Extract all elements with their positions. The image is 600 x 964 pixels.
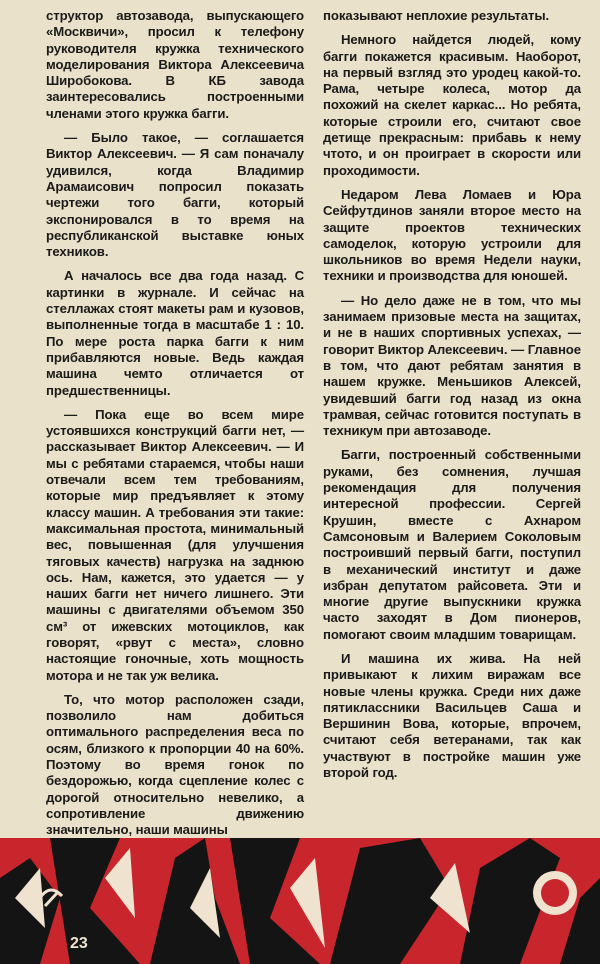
paragraph: показывают неплохие результаты. (323, 8, 550, 23)
paragraph: структор автозавода, выпускающего «Москвичи», просил к телефону руководителя кружка технического моделирования Виктора Алексеевича Широбокова. В КБ завода заинтересовались построенными членами этого кружка багги. (46, 8, 304, 121)
paragraph: Немного найдется людей, кому багги покажется красивым. Наоборот, на первый взгляд это уродец какой-то. Рама, четыре колеса, мотор да похожий на скелет каркас... Но ребята, которые строили его, считают свое детище прекрасным: прибавь к нему чтото, и он проиграет в скорости или проходимости. (323, 32, 581, 178)
article-left-column (46, 8, 304, 847)
red-propaganda-illustration (0, 838, 600, 964)
paragraph: А началось все два года назад. С картинки в журнале. И сейчас на стеллажах стоят макеты рам и кузовов, выполненные тогда в масштабе 1 : 10. По мере роста парка багги к ним прибавляются новые. Ведь каждая машина чемто отличается от предшественницы. (46, 268, 304, 398)
paragraph: То, что мотор расположен сзади, позволило нам добиться оптимального распределения веса по осям, близкого к пропорции 40 на 60%. Поэтому во время гонок по бездорожью, когда сцепление колес с дорогой относительно невелико, а сопротивление движению значительно, наши машины (46, 691, 304, 838)
paragraph: — Пока еще во всем мире устоявшихся конструкций багги нет, — рассказывает Виктор Алексеевич. — И мы с ребятами стараемся, чтобы наши отвечали всем тем требованиям, которые мир предъявляет к этому классу машин. А требования эти такие: максимальная простота, минимальный вес, повышенная (для улучшения тяговых качеств) нагрузка на заднюю ось. Нам, кажется, это удается — у наших багги нет ничего лишнего. Эти машины с двигателями объемом 350 см³ от ижевских мотоциклов, как говорят, «рвут с места», словно настоящие гоночные, хоть мощность мотора и не так уж велика. (46, 406, 304, 683)
paragraph: — Было такое, — соглашается Виктор Алексеевич. — Я сам поначалу удивился, когда Владимир Арамаисович попросил показать чертежи того багги, который экспонировался в то время на республиканской выставке юных техников. (46, 130, 304, 260)
paragraph: — Но дело даже не в том, что мы занимаем призовые места на защитах, и не в наших спортивных успехах, — говорит Виктор Алексеевич. — Главное в том, что дают ребятам занятия в нашем кружке. Меньшиков Алексей, увидевший багги год назад из окна трамвая, сейчас готовится поступать в техникум при автозаводе. (323, 292, 581, 439)
page-number: 23 (70, 935, 88, 952)
paragraph: Недаром Лева Ломаев и Юра Сейфутдинов заняли второе место на защите проектов технических самоделок, которую устроили для школьников во время Недели науки, техники и производства для юношей. (323, 186, 581, 284)
article-right-column (323, 8, 581, 789)
paragraph: Багги, построенный собственными руками, без сомнения, лучшая рекомендация для получения интересной профессии. Сергей Крушин, вместе с Ахнаром Самсоновым и Валерием Соколовым построивший первый багги, поступил в механический институт и даже избран депутатом райсовета. Эти и многие другие выпускники кружка часто заходят в Дом пионеров, помогают своим младшим товарищам. (323, 447, 581, 642)
paragraph: И машина их жива. На ней привыкают к лихим виражам все новые члены кружка. Среди них даже пятиклассники Васильцев Саша и Вершинин Вова, которые, впрочем, считают себя ветеранами, так как участвуют в постройке машин уже второй год. (323, 650, 581, 781)
